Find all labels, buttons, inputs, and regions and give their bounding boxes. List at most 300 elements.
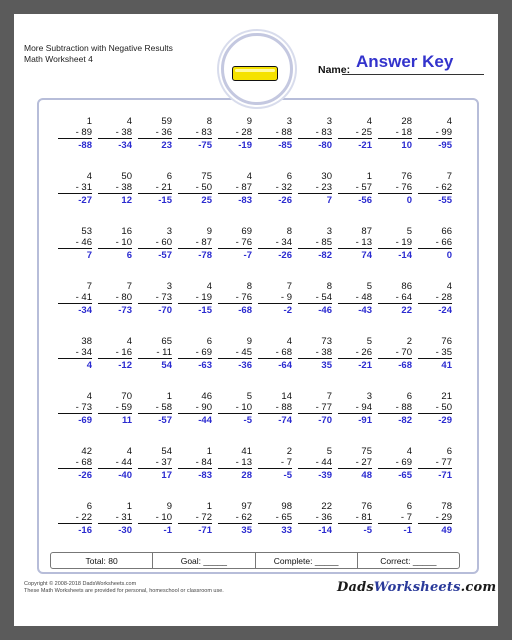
problem (58, 281, 92, 316)
minuend: 4 (446, 281, 452, 292)
answer: -57 (158, 415, 172, 426)
subtrahend: - 7 (258, 457, 292, 469)
subtrahend: - 72 (178, 512, 212, 524)
problem (98, 501, 132, 536)
problem (218, 501, 252, 536)
problem (218, 116, 252, 151)
subtrahend: - 31 (58, 182, 92, 194)
answer: -44 (198, 415, 212, 426)
answer: 11 (121, 415, 132, 426)
minuend: 38 (81, 336, 92, 347)
minuend: 7 (326, 391, 332, 402)
problem (138, 501, 172, 536)
minuend: 46 (201, 391, 212, 402)
subtrahend: - 68 (258, 347, 292, 359)
subtrahend: - 13 (338, 237, 372, 249)
minuend: 8 (326, 281, 332, 292)
problem (378, 281, 412, 316)
subtrahend: - 19 (178, 292, 212, 304)
problem (218, 226, 252, 261)
answer: -88 (78, 140, 92, 151)
subtrahend: - 50 (418, 402, 452, 414)
minuend: 1 (206, 501, 212, 512)
minuend: 9 (206, 226, 212, 237)
subtrahend: - 90 (178, 402, 212, 414)
answer: -5 (363, 525, 372, 536)
subtrahend: - 69 (178, 347, 212, 359)
answer: -68 (398, 360, 412, 371)
minuend: 3 (366, 391, 372, 402)
subtrahend: - 38 (298, 347, 332, 359)
problem (178, 391, 212, 426)
subtrahend: - 22 (58, 512, 92, 524)
copyright-notice (24, 581, 224, 595)
problem (338, 446, 372, 481)
problem (98, 281, 132, 316)
problem (178, 171, 212, 206)
minuend: 4 (206, 281, 212, 292)
problem (178, 336, 212, 371)
name-label: Name: (318, 64, 351, 76)
logo-part-1: Dads (337, 580, 374, 595)
problem (98, 336, 132, 371)
problem (258, 336, 292, 371)
minuend: 4 (406, 446, 412, 457)
problem (98, 171, 132, 206)
answer: -7 (243, 250, 252, 261)
answer: -69 (78, 415, 92, 426)
problem (378, 336, 412, 371)
problem (338, 116, 372, 151)
minuend: 4 (246, 171, 252, 182)
problem (338, 171, 372, 206)
problem (418, 281, 452, 316)
minuend: 8 (246, 281, 252, 292)
subtrahend: - 58 (138, 402, 172, 414)
minuend: 3 (166, 226, 172, 237)
answer: -27 (78, 195, 92, 206)
answer: -83 (238, 195, 252, 206)
answer: -55 (438, 195, 452, 206)
answer: 49 (441, 525, 452, 536)
problem (138, 391, 172, 426)
subtrahend: - 29 (418, 512, 452, 524)
subtrahend: - 27 (338, 457, 372, 469)
problem (338, 226, 372, 261)
minuend: 97 (241, 501, 252, 512)
answer: -39 (318, 470, 332, 481)
subtrahend: - 88 (258, 127, 292, 139)
problem (378, 116, 412, 151)
minuend: 5 (246, 391, 252, 402)
answer: -26 (78, 470, 92, 481)
subtrahend: - 73 (58, 402, 92, 414)
answer: 41 (441, 360, 452, 371)
problem (58, 501, 92, 536)
answer: -21 (358, 360, 372, 371)
problem (298, 281, 332, 316)
problem (58, 336, 92, 371)
problem (298, 501, 332, 536)
subtrahend: - 31 (98, 512, 132, 524)
problem (258, 391, 292, 426)
minuend: 3 (326, 116, 332, 127)
answer: -63 (198, 360, 212, 371)
subtrahend: - 16 (98, 347, 132, 359)
answer: -34 (78, 305, 92, 316)
subtrahend: - 50 (178, 182, 212, 194)
minuend: 4 (286, 336, 292, 347)
subtrahend: - 25 (338, 127, 372, 139)
minuend: 28 (401, 116, 412, 127)
subtrahend: - 87 (218, 182, 252, 194)
subtrahend: - 35 (418, 347, 452, 359)
subtrahend: - 64 (378, 292, 412, 304)
problem (178, 501, 212, 536)
minuend: 4 (86, 391, 92, 402)
answer: 22 (401, 305, 412, 316)
subtrahend: - 54 (298, 292, 332, 304)
answer: -14 (318, 525, 332, 536)
answer: -82 (318, 250, 332, 261)
answer: -30 (118, 525, 132, 536)
problem (378, 171, 412, 206)
minuend: 75 (361, 446, 372, 457)
minuend: 53 (81, 226, 92, 237)
answer: -71 (438, 470, 452, 481)
title-line-1: More Subtraction with Negative Results (24, 43, 173, 53)
subtrahend: - 13 (218, 457, 252, 469)
answer: 35 (321, 360, 332, 371)
answer: -56 (358, 195, 372, 206)
problem (58, 171, 92, 206)
problem (418, 501, 452, 536)
subtrahend: - 68 (58, 457, 92, 469)
problem (98, 391, 132, 426)
answer: 0 (446, 250, 452, 261)
problem (378, 446, 412, 481)
subtrahend: - 62 (418, 182, 452, 194)
minuend: 9 (166, 501, 172, 512)
subtrahend: - 34 (258, 237, 292, 249)
problem (258, 281, 292, 316)
minuend: 54 (161, 446, 172, 457)
minuend: 2 (406, 336, 412, 347)
answer: 33 (281, 525, 292, 536)
subtrahend: - 76 (218, 292, 252, 304)
problem (258, 501, 292, 536)
answer: -15 (158, 195, 172, 206)
answer: -73 (118, 305, 132, 316)
subtrahend: - 87 (178, 237, 212, 249)
answer: -85 (278, 140, 292, 151)
problem (138, 226, 172, 261)
problem (138, 116, 172, 151)
problem (418, 226, 452, 261)
subtrahend: - 77 (298, 402, 332, 414)
problem (58, 391, 92, 426)
problem (58, 226, 92, 261)
minuend: 6 (406, 501, 412, 512)
problem (258, 446, 292, 481)
minuend: 1 (166, 391, 172, 402)
problem (58, 116, 92, 151)
subtrahend: - 65 (258, 512, 292, 524)
eraser-icon (232, 66, 278, 81)
answer: -65 (398, 470, 412, 481)
answer: 28 (241, 470, 252, 481)
minuend: 6 (166, 171, 172, 182)
subtrahend: - 21 (138, 182, 172, 194)
problem (418, 171, 452, 206)
answer: -71 (198, 525, 212, 536)
subtrahend: - 76 (378, 182, 412, 194)
problem (298, 226, 332, 261)
answer: -12 (118, 360, 132, 371)
answer: 25 (201, 195, 212, 206)
subtrahend: - 84 (178, 457, 212, 469)
problem (298, 391, 332, 426)
subtrahend: - 57 (338, 182, 372, 194)
minuend: 7 (286, 281, 292, 292)
answer: -14 (398, 250, 412, 261)
answer: -40 (118, 470, 132, 481)
minuend: 87 (361, 226, 372, 237)
minuend: 41 (241, 446, 252, 457)
minuend: 50 (121, 171, 132, 182)
answer: -26 (278, 250, 292, 261)
minuend: 5 (366, 336, 372, 347)
problem (298, 116, 332, 151)
answer: 48 (361, 470, 372, 481)
answer: -70 (318, 415, 332, 426)
problem (298, 336, 332, 371)
dadsworksheets-logo (337, 580, 496, 595)
minuend: 7 (86, 281, 92, 292)
problem (418, 446, 452, 481)
minuend: 66 (441, 226, 452, 237)
logo-part-3: .com (460, 580, 497, 595)
problem (378, 226, 412, 261)
minuend: 3 (166, 281, 172, 292)
minuend: 4 (126, 336, 132, 347)
problem (258, 171, 292, 206)
problem (138, 446, 172, 481)
minuend: 1 (126, 501, 132, 512)
problem (298, 171, 332, 206)
minuend: 98 (281, 501, 292, 512)
subtrahend: - 45 (218, 347, 252, 359)
minuend: 22 (321, 501, 332, 512)
minuend: 1 (206, 446, 212, 457)
subtrahend: - 36 (138, 127, 172, 139)
subtrahend: - 69 (378, 457, 412, 469)
subtrahend: - 11 (138, 347, 172, 359)
minuend: 14 (281, 391, 292, 402)
minuend: 4 (86, 171, 92, 182)
subtrahend: - 10 (98, 237, 132, 249)
answer: -1 (403, 525, 412, 536)
minuend: 9 (246, 116, 252, 127)
subtrahend: - 44 (98, 457, 132, 469)
logo-part-2: Worksheets (373, 580, 461, 595)
minuend: 73 (321, 336, 332, 347)
answer: -36 (238, 360, 252, 371)
minuend: 70 (121, 391, 132, 402)
answer: 54 (161, 360, 172, 371)
answer: -82 (398, 415, 412, 426)
subtrahend: - 18 (378, 127, 412, 139)
subtrahend: - 66 (418, 237, 452, 249)
problem (418, 116, 452, 151)
subtrahend: - 19 (378, 237, 412, 249)
subtrahend: - 99 (418, 127, 452, 139)
answer: -21 (358, 140, 372, 151)
subtrahend: - 32 (258, 182, 292, 194)
subtrahend: - 28 (418, 292, 452, 304)
subtrahend: - 88 (378, 402, 412, 414)
answer: -2 (283, 305, 292, 316)
subtrahend: - 77 (418, 457, 452, 469)
answer: 6 (126, 250, 132, 261)
answer: -26 (278, 195, 292, 206)
problem (338, 391, 372, 426)
subtrahend: - 80 (98, 292, 132, 304)
problem (258, 116, 292, 151)
title-line-2: Math Worksheet 4 (24, 54, 93, 64)
subtrahend: - 10 (138, 512, 172, 524)
minuend: 8 (286, 226, 292, 237)
subtrahend: - 73 (138, 292, 172, 304)
subtrahend: - 7 (378, 512, 412, 524)
answer: -75 (198, 140, 212, 151)
subtrahend: - 94 (338, 402, 372, 414)
goal-field: Goal: _____ (153, 553, 255, 568)
subtrahend: - 38 (98, 182, 132, 194)
minuend: 78 (441, 501, 452, 512)
minuend: 6 (406, 391, 412, 402)
answer: -80 (318, 140, 332, 151)
minuend: 69 (241, 226, 252, 237)
minuend: 6 (206, 336, 212, 347)
minuend: 5 (406, 226, 412, 237)
subtrahend: - 23 (298, 182, 332, 194)
problem (138, 281, 172, 316)
minuend: 75 (201, 171, 212, 182)
complete-field: Complete: _____ (256, 553, 358, 568)
answer: -91 (358, 415, 372, 426)
subtrahend: - 83 (298, 127, 332, 139)
answer-key-heading: Answer Key (356, 52, 454, 71)
problem (218, 171, 252, 206)
minuend: 4 (366, 116, 372, 127)
problem (98, 446, 132, 481)
problem (178, 446, 212, 481)
problem (338, 281, 372, 316)
answer: -68 (238, 305, 252, 316)
subtrahend: - 60 (138, 237, 172, 249)
answer: 17 (161, 470, 172, 481)
subtrahend: - 28 (218, 127, 252, 139)
answer: -24 (438, 305, 452, 316)
problem (418, 391, 452, 426)
correct-field: Correct: _____ (380, 555, 437, 566)
problem (338, 336, 372, 371)
minuend: 4 (446, 116, 452, 127)
minuend: 1 (366, 171, 372, 182)
problem (218, 446, 252, 481)
minuend: 6 (446, 446, 452, 457)
minuend: 2 (286, 446, 292, 457)
subtrahend: - 88 (258, 402, 292, 414)
minuend: 65 (161, 336, 172, 347)
problem (98, 226, 132, 261)
problem (178, 116, 212, 151)
answer: -57 (158, 250, 172, 261)
problem (418, 336, 452, 371)
problem (378, 391, 412, 426)
subtrahend: - 62 (218, 512, 252, 524)
minuend: 1 (86, 116, 92, 127)
problem (258, 226, 292, 261)
answer: -64 (278, 360, 292, 371)
minuend: 76 (441, 336, 452, 347)
worksheet-title (24, 43, 173, 65)
minuend: 59 (161, 116, 172, 127)
answer: -19 (238, 140, 252, 151)
answer: 7 (326, 195, 332, 206)
answer: 4 (86, 360, 92, 371)
minuend: 76 (401, 171, 412, 182)
problem (138, 171, 172, 206)
subtrahend: - 89 (58, 127, 92, 139)
problem (138, 336, 172, 371)
minuend: 30 (321, 171, 332, 182)
score-footer (50, 552, 460, 569)
answer: -46 (318, 305, 332, 316)
subtrahend: - 85 (298, 237, 332, 249)
answer: -95 (438, 140, 452, 151)
answer: 12 (121, 195, 132, 206)
minuend: 7 (446, 171, 452, 182)
subtrahend: - 46 (58, 237, 92, 249)
problem (378, 501, 412, 536)
subtrahend: - 70 (378, 347, 412, 359)
subtrahend: - 26 (338, 347, 372, 359)
minuend: 21 (441, 391, 452, 402)
answer: -5 (243, 415, 252, 426)
answer: -83 (198, 470, 212, 481)
subtrahend: - 59 (98, 402, 132, 414)
subtrahend: - 44 (298, 457, 332, 469)
problem (298, 446, 332, 481)
subtrahend: - 83 (178, 127, 212, 139)
answer: -70 (158, 305, 172, 316)
name-line (342, 74, 484, 75)
minuend: 5 (326, 446, 332, 457)
minuend: 76 (361, 501, 372, 512)
minuend: 9 (246, 336, 252, 347)
minuend: 16 (121, 226, 132, 237)
minuend: 8 (206, 116, 212, 127)
problem (218, 391, 252, 426)
minuend: 3 (326, 226, 332, 237)
subtrahend: - 41 (58, 292, 92, 304)
answer: -34 (118, 140, 132, 151)
subtrahend: - 76 (218, 237, 252, 249)
subtrahend: - 48 (338, 292, 372, 304)
minuend: 5 (366, 281, 372, 292)
